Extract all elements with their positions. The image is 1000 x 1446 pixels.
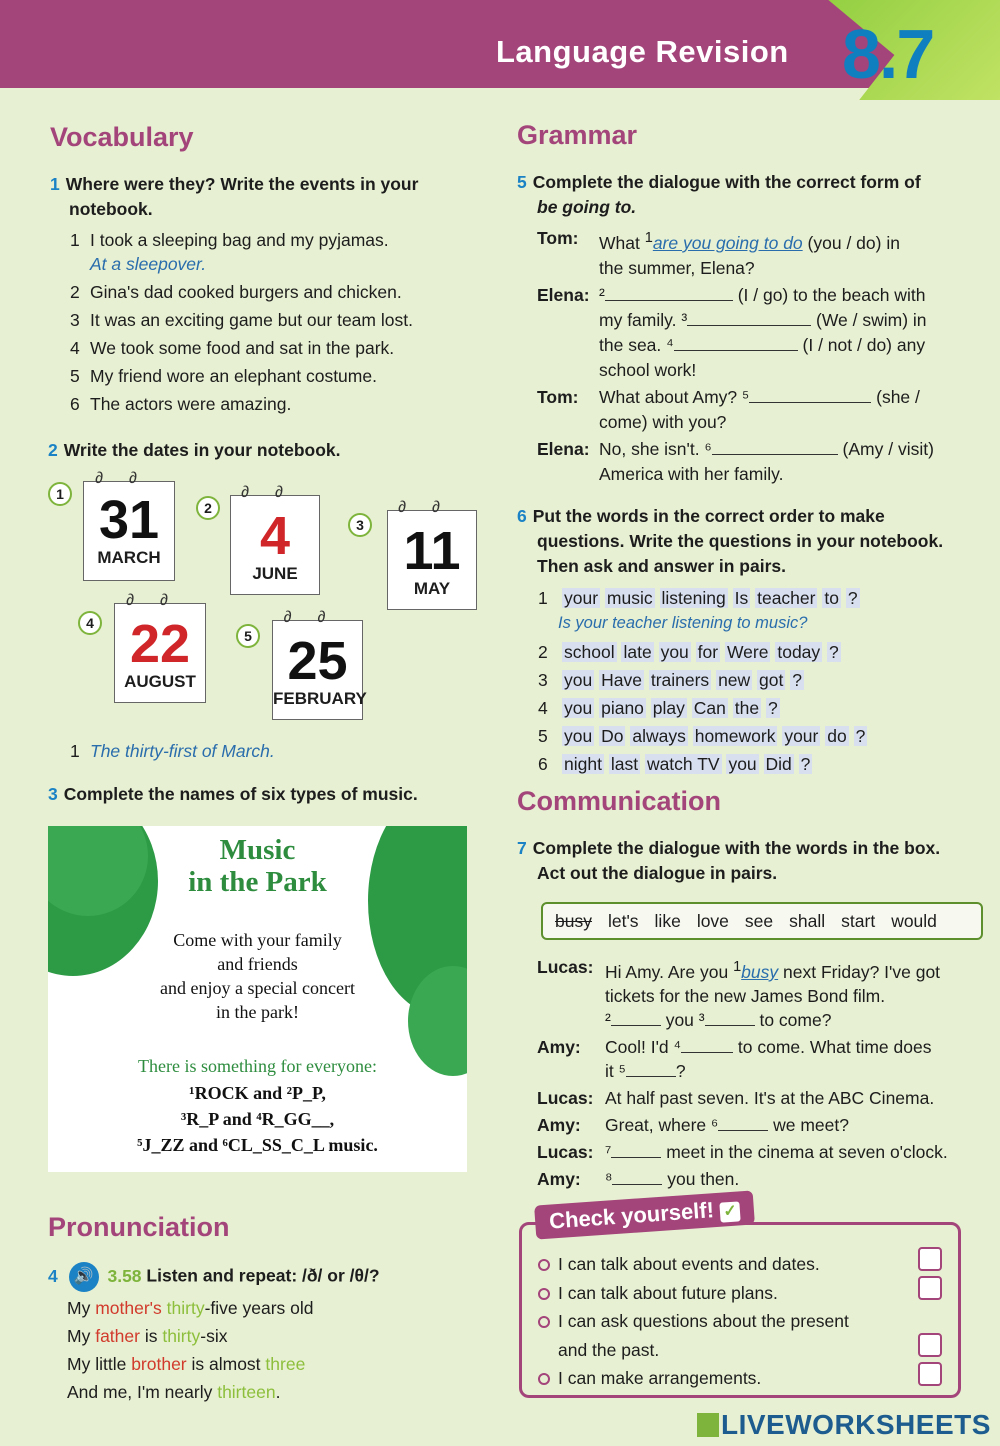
ex2-instruction: 2 Write the dates in your notebook. [48, 440, 341, 460]
item-number: 3 [538, 670, 548, 690]
pron-line: And me, I'm nearly thirteen. [67, 1382, 281, 1402]
dialogue-line: Tom: What $^1$are you going to do (you / do) in the summer, Elena? [537, 228, 900, 278]
page-title: Language Revision [496, 34, 789, 69]
word-tile: you [564, 698, 593, 718]
example-answer: At a sleepover. [90, 254, 207, 274]
list-item [538, 584, 978, 612]
checkbox[interactable] [918, 1333, 942, 1357]
exercise-1: 1 Where were they? Write the events in your notebook. [50, 172, 490, 222]
word-tile: Do [601, 726, 624, 746]
word-tile: today [777, 642, 821, 662]
dialogue-line: Lucas: At half past seven. It's at the ABC Cinema. [537, 1087, 935, 1108]
communication-title: Communication [517, 786, 722, 816]
answer-blank[interactable] [718, 1113, 768, 1131]
answer-blank[interactable] [626, 1059, 676, 1077]
answer-blank[interactable] [612, 1167, 662, 1185]
bullet-icon [538, 1259, 550, 1271]
word-tile: teacher [757, 588, 816, 608]
calendar-3: ∂∂ 11 MAY [387, 510, 477, 610]
ex1-list [70, 226, 490, 418]
word-item: start [841, 911, 876, 931]
word-tile: got [759, 670, 784, 690]
word-tile: Can [693, 698, 726, 718]
logo-icon [697, 1413, 719, 1437]
list-item: 6 The actors were amazing. [70, 394, 292, 414]
word-tile: late [623, 642, 652, 662]
word-tile: piano [601, 698, 644, 718]
check-item: I can talk about future plans. [538, 1279, 918, 1308]
word-item: busy [555, 911, 592, 931]
word-item: see [744, 911, 774, 931]
calendar-number: 1 [48, 482, 72, 506]
dialogue-line: Amy: Cool! I'd ⁴ to come. What time does it ⁵ ? [537, 1036, 932, 1081]
word-tile: ? [847, 588, 858, 608]
check-item: I can talk about events and dates. [538, 1250, 918, 1279]
ring-icons: ∂∂ [241, 484, 309, 501]
grammar-title: Grammar [517, 120, 638, 150]
word-tile: you [660, 642, 689, 662]
list-item [538, 750, 978, 778]
word-tile: school [564, 642, 615, 662]
list-item: 2 Gina's dad cooked burgers and chicken. [70, 282, 402, 302]
word-item: love [696, 911, 729, 931]
word-tile: Were [726, 642, 769, 662]
check-list [538, 1250, 918, 1393]
word-tile: ? [855, 726, 866, 746]
list-item [538, 694, 978, 722]
pron-line: My mother's thirty-five years old [67, 1298, 314, 1318]
word-tile: homework [694, 726, 776, 746]
word-tile: to [824, 588, 839, 608]
word-tile: ? [767, 698, 778, 718]
dialogue-line: Amy: ⁸ you then. [537, 1168, 740, 1189]
calendar-number: 5 [236, 624, 260, 648]
answer-blank[interactable] [674, 333, 798, 351]
ex1-instruction: 1 Where were they? Write the events in your [50, 174, 419, 194]
item-number: 6 [538, 754, 548, 774]
ex7-dialogue [537, 955, 983, 1191]
word-tile: play [652, 698, 685, 718]
word-item: like [654, 911, 681, 931]
ex2-example: 1 The thirty-first of March. [70, 741, 275, 761]
bullet-icon [538, 1288, 550, 1300]
exercise-7: 7 Complete the dialogue with the words in the box. Act out the dialogue in pairs. [517, 838, 941, 883]
answer-blank[interactable] [705, 1008, 755, 1026]
word-tile: always [632, 726, 686, 746]
unit-number: 8.7 [842, 15, 934, 93]
word-tile: night [564, 754, 602, 774]
ex4-lines [67, 1294, 314, 1406]
word-item: shall [789, 911, 826, 931]
poster-subtitle: There is something for everyone: [138, 1056, 377, 1076]
word-tile: last [610, 754, 639, 774]
word-tile: ? [829, 642, 839, 662]
answer-blank[interactable] [611, 1008, 661, 1026]
ex4-instruction: 4 🔊 3.58 Listen and repeat: /ð/ or /θ/? [48, 1262, 380, 1292]
word-tile: the [734, 698, 760, 718]
list-item: 1 I took a sleeping bag and my pyjamas. [70, 230, 389, 250]
word-tile: your [564, 588, 599, 608]
ring-icons: ∂∂ [95, 470, 163, 487]
ex3-instruction: 3 Complete the names of six types of music. [48, 784, 418, 804]
checkbox[interactable] [918, 1247, 942, 1271]
poster-title: Music in the Park [188, 834, 327, 898]
answer-blank[interactable] [712, 437, 838, 455]
word-tile: Have [601, 670, 642, 690]
dialogue-line: Tom: What about Amy? ⁵ (she / come) with you? [537, 386, 920, 432]
word-tile: music [606, 588, 653, 608]
pronunciation-title: Pronunciation [48, 1212, 230, 1242]
word-tile: do [827, 726, 847, 746]
exercise-5: 5 Complete the dialogue with the correct form of be going to. [517, 172, 921, 217]
answer-blank[interactable] [605, 283, 733, 301]
ex6-list [538, 584, 978, 778]
item-number: 4 [538, 698, 548, 718]
list-item [538, 722, 978, 750]
checkbox[interactable] [918, 1362, 942, 1386]
exercise-6: 6 Put the words in the correct order to make questions. Write the questions in your notebook. Then ask and answer in pairs. [517, 506, 944, 576]
poster-music-list: ¹ROCK and ²P_P, ³R_P and ⁴R_GG__, ⁵J_ZZ and ⁶CL_SS_C_L music. [137, 1083, 378, 1155]
word-tile: ? [792, 670, 802, 690]
dialogue-line: Elena: No, she isn't. ⁶ (Amy / visit) America with her family. [537, 438, 934, 484]
answer-blank[interactable] [687, 308, 811, 326]
calendar-1: ∂∂ 31 MARCH [83, 481, 175, 581]
answer-blank[interactable] [681, 1035, 733, 1053]
bullet-icon [538, 1316, 550, 1328]
ring-icons: ∂∂ [283, 609, 352, 626]
check-item: I can make arrangements. [538, 1364, 918, 1393]
item-number: 5 [538, 726, 548, 746]
check-yourself-title: Check yourself! ✓ [534, 1190, 755, 1239]
vocabulary-title: Vocabulary [50, 122, 194, 152]
calendar-number: 4 [78, 611, 102, 635]
list-item [538, 666, 978, 694]
calendar-2: ∂∂ 4 JUNE [230, 495, 320, 595]
calendar-number: 2 [196, 496, 220, 520]
poster-body: Come with your family and friends and enjoy a special concert in the park! [160, 930, 355, 1022]
example-answer: Is your teacher listening to music? [558, 614, 808, 632]
answer-blank[interactable] [749, 385, 871, 403]
list-item: 4 We took some food and sat in the park. [70, 338, 395, 358]
ex5-dialogue [537, 226, 977, 487]
list-item: 3 It was an exciting game but our team lost. [70, 310, 413, 330]
word-tile: your [784, 726, 819, 746]
music-poster [48, 826, 467, 1172]
word-box [541, 902, 983, 940]
dialogue-line: Lucas: Hi Amy. Are you $^1$busy next Friday? I've got tickets for the new James Bond film. ² you ³ to come? [537, 957, 941, 1030]
word-tile: watch TV [646, 754, 720, 774]
audio-speaker-icon[interactable]: 🔊 [69, 1262, 99, 1292]
word-tile: new [718, 670, 751, 690]
check-item: and the past. [558, 1339, 660, 1360]
item-number: 2 [538, 642, 548, 662]
check-item: I can ask questions about the present [538, 1307, 918, 1336]
calendar-4: ∂∂ 22 AUGUST [114, 603, 206, 703]
dialogue-line: Lucas: ⁷ meet in the cinema at seven o'clock. [537, 1141, 948, 1162]
word-tile: listening [661, 588, 726, 608]
word-tile: Did [765, 754, 792, 774]
word-item: let's [607, 911, 639, 931]
watermark-logo: LIVEWORKSHEETS [697, 1409, 991, 1441]
word-tile: trainers [650, 670, 710, 690]
checkbox[interactable] [918, 1276, 942, 1300]
list-item: 5 My friend wore an elephant costume. [70, 366, 377, 386]
word-tile: for [697, 642, 719, 662]
checkmark-icon: ✓ [720, 1201, 741, 1222]
word-tile: you [564, 670, 593, 690]
word-tile: you [728, 754, 757, 774]
bullet-icon [538, 1373, 550, 1385]
dialogue-line: Elena: ² (I / go) to the beach with my family. ³ (We / swim) in the sea. ⁴ (I / not / do) any school work! [537, 284, 927, 380]
word-tile: you [564, 726, 593, 746]
list-item [538, 638, 978, 666]
pron-line: My father is thirty-six [67, 1326, 228, 1346]
pron-line: My little brother is almost three [67, 1354, 306, 1374]
item-number: 1 [538, 588, 548, 608]
ring-icons: ∂∂ [398, 499, 466, 516]
dialogue-line: Amy: Great, where ⁶ we meet? [537, 1114, 849, 1135]
ring-icons: ∂∂ [126, 592, 194, 609]
calendar-number: 3 [348, 513, 372, 537]
calendar-5: ∂∂ 25 FEBRUARY [272, 620, 363, 720]
answer-blank[interactable] [611, 1140, 661, 1158]
word-tile: ? [800, 754, 811, 774]
word-item: would [891, 911, 937, 931]
word-tile: Is [734, 588, 749, 608]
